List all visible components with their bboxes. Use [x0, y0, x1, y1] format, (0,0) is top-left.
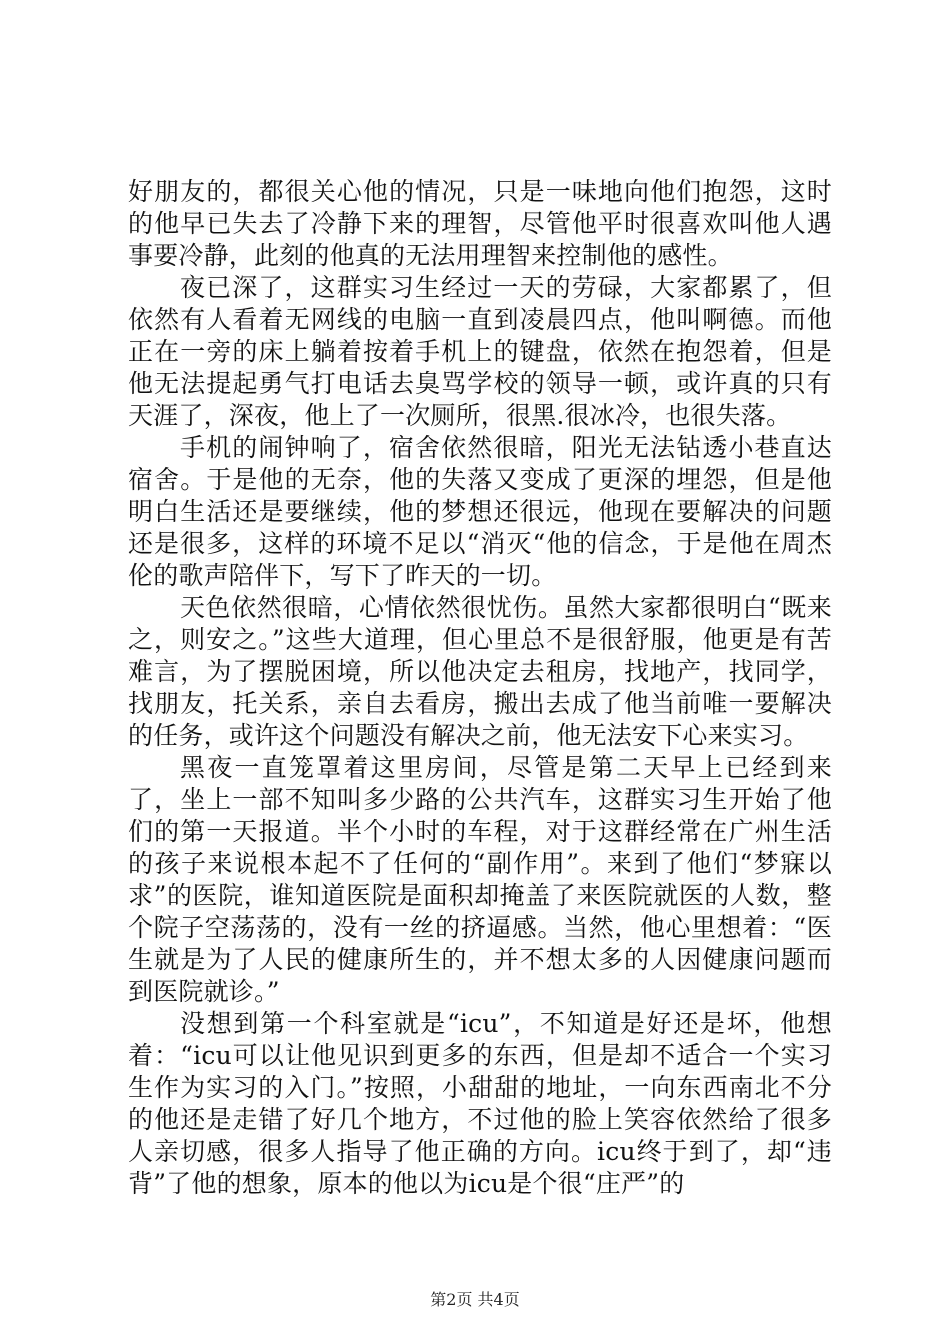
- paragraph-6: 没想到第一个科室就是“icu”，不知道是好还是坏，他想着：“icu可以让他见识到更多的东西，但是却不适合一个实习生作为实习的入门。”按照，小甜甜的地址，一向东西南北不分的他还是走错了好几个地方，不过他的脸上笑容依然给了很多人亲切感，很多人指导了他正确的方向。icu终于到了，却“违背”了他的想象，原本的他以为icu是个很“庄严”的: [128, 1009, 832, 1198]
- paragraph-1: 好朋友的，都很关心他的情况，只是一味地向他们抱怨，这时的他早已失去了冷静下来的理智，尽管他平时很喜欢叫他人遇事要冷静，此刻的他真的无法用理智来控制他的感性。: [128, 177, 832, 270]
- paragraph-3: 手机的闹钟响了，宿舍依然很暗，阳光无法钻透小巷直达宿舍。于是他的无奈，他的失落又变成了更深的埋怨，但是他明白生活还是要继续，他的梦想还很远，他现在要解决的问题还是很多，这样的环境不足以“消灭“他的信念，于是他在周杰伦的歌声陪伴下，写下了昨天的一切。: [128, 433, 832, 590]
- paragraph-4: 天色依然很暗，心情依然很忧伤。虽然大家都很明白“既来之，则安之。”这些大道理，但心里总不是很舒服，他更是有苦难言，为了摆脱困境，所以他决定去租房，找地产，找同学，找朋友，托关系，亲自去看房，搬出去成了他当前唯一要解决的任务，或许这个问题没有解决之前，他无法安下心来实习。: [128, 593, 832, 750]
- paragraph-5: 黑夜一直笼罩着这里房间，尽管是第二天早上已经到来了，坐上一部不知叫多少路的公共汽车，这群实习生开始了他们的第一天报道。半个小时的车程，对于这群经常在广州生活的孩子来说根本起不了任何的“副作用”。来到了他们“梦寐以求”的医院，谁知道医院是面积却掩盖了来医院就医的人数，整个院子空荡荡的，没有一丝的挤逼感。当然，他心里想着：“医生就是为了人民的健康所生的，并不想太多的人因健康问题而到医院就诊。”: [128, 753, 832, 1006]
- page-footer: 第2页 共4页: [430, 1290, 520, 1309]
- paragraph-2: 夜已深了，这群实习生经过一天的劳碌，大家都累了，但依然有人看着无网线的电脑一直到凌晨四点，他叫啊德。而他正在一旁的床上躺着按着手机上的键盘，依然在抱怨着，但是他无法提起勇气打电话去臭骂学校的领导一顿，或许真的只有天涯了，深夜，他上了一次厕所，很黑.很冰冷，也很失落。: [128, 273, 832, 430]
- body-text: [128, 176, 832, 1200]
